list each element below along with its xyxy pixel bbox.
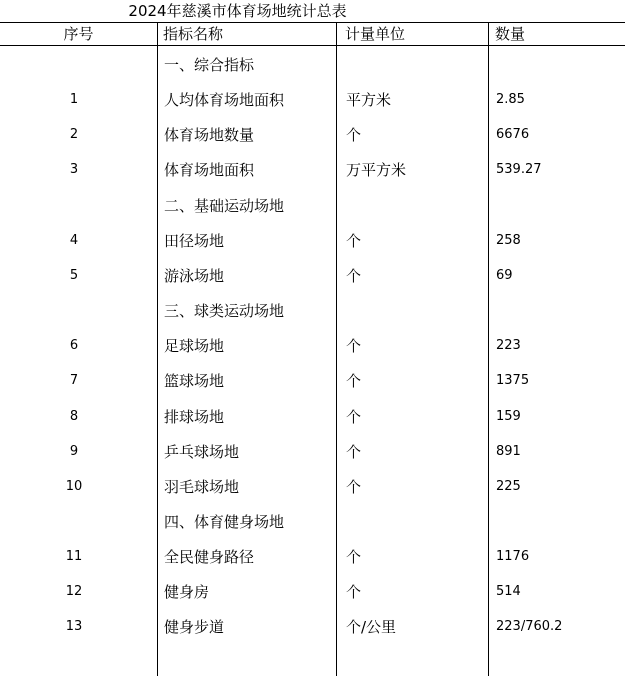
row-seq: 6 (69, 338, 79, 353)
row-name: 人均体育场地面积 (164, 91, 285, 109)
row-seq: 11 (65, 549, 83, 564)
row-unit: 个 (346, 232, 362, 250)
row-value: 539.27 (496, 162, 542, 177)
row-value: 159 (496, 409, 521, 424)
row-value: 258 (496, 233, 521, 248)
row-name: 体育场地数量 (164, 126, 255, 144)
row-value: 891 (496, 444, 521, 459)
row-seq: 9 (69, 444, 79, 459)
row-seq: 3 (69, 162, 79, 177)
row-unit: 个 (346, 478, 362, 496)
row-value: 6676 (496, 127, 530, 142)
row-name: 足球场地 (164, 337, 225, 355)
row-unit: 个 (346, 372, 362, 390)
row-unit: 个 (346, 267, 362, 285)
row-value: 69 (496, 268, 513, 283)
column-divider (336, 22, 337, 676)
row-seq: 8 (69, 409, 79, 424)
row-seq: 2 (69, 127, 79, 142)
row-value: 514 (496, 584, 521, 599)
row-name: 一、综合指标 (164, 56, 255, 74)
row-value: 2.85 (496, 92, 525, 107)
row-unit: 个 (346, 583, 362, 601)
row-unit: 万平方米 (346, 161, 407, 179)
row-name: 二、基础运动场地 (164, 197, 285, 215)
row-unit: 个 (346, 443, 362, 461)
header-unit: 计量单位 (345, 25, 406, 43)
header-top-rule (0, 22, 625, 23)
row-name: 篮球场地 (164, 372, 225, 390)
row-seq: 12 (65, 584, 83, 599)
row-seq: 10 (65, 479, 83, 494)
row-name: 乒乓球场地 (164, 443, 240, 461)
row-seq: 1 (69, 92, 79, 107)
row-value: 223 (496, 338, 521, 353)
row-value: 1176 (496, 549, 530, 564)
row-seq: 7 (69, 373, 79, 388)
row-value: 1375 (496, 373, 530, 388)
header-value: 数量 (495, 25, 526, 43)
row-name: 健身房 (164, 583, 210, 601)
row-unit: 个 (346, 548, 362, 566)
row-value: 223/760.2 (496, 619, 563, 634)
header-bottom-rule (0, 45, 625, 46)
row-name: 四、体育健身场地 (164, 513, 285, 531)
row-value: 225 (496, 479, 521, 494)
column-divider (488, 22, 489, 676)
row-name: 全民健身路径 (164, 548, 255, 566)
row-unit: 个/公里 (346, 618, 397, 636)
table-title: 2024年慈溪市体育场地统计总表 (128, 2, 347, 20)
row-unit: 平方米 (346, 91, 392, 109)
row-seq: 4 (69, 233, 79, 248)
row-unit: 个 (346, 408, 362, 426)
row-seq: 13 (65, 619, 83, 634)
row-seq: 5 (69, 268, 79, 283)
row-name: 健身步道 (164, 618, 225, 636)
row-name: 游泳场地 (164, 267, 225, 285)
header-seq: 序号 (63, 25, 94, 43)
row-unit: 个 (346, 126, 362, 144)
column-divider (157, 22, 158, 676)
header-indicator: 指标名称 (163, 25, 224, 43)
row-name: 三、球类运动场地 (164, 302, 285, 320)
row-unit: 个 (346, 337, 362, 355)
row-name: 田径场地 (164, 232, 225, 250)
row-name: 排球场地 (164, 408, 225, 426)
row-name: 体育场地面积 (164, 161, 255, 179)
row-name: 羽毛球场地 (164, 478, 240, 496)
